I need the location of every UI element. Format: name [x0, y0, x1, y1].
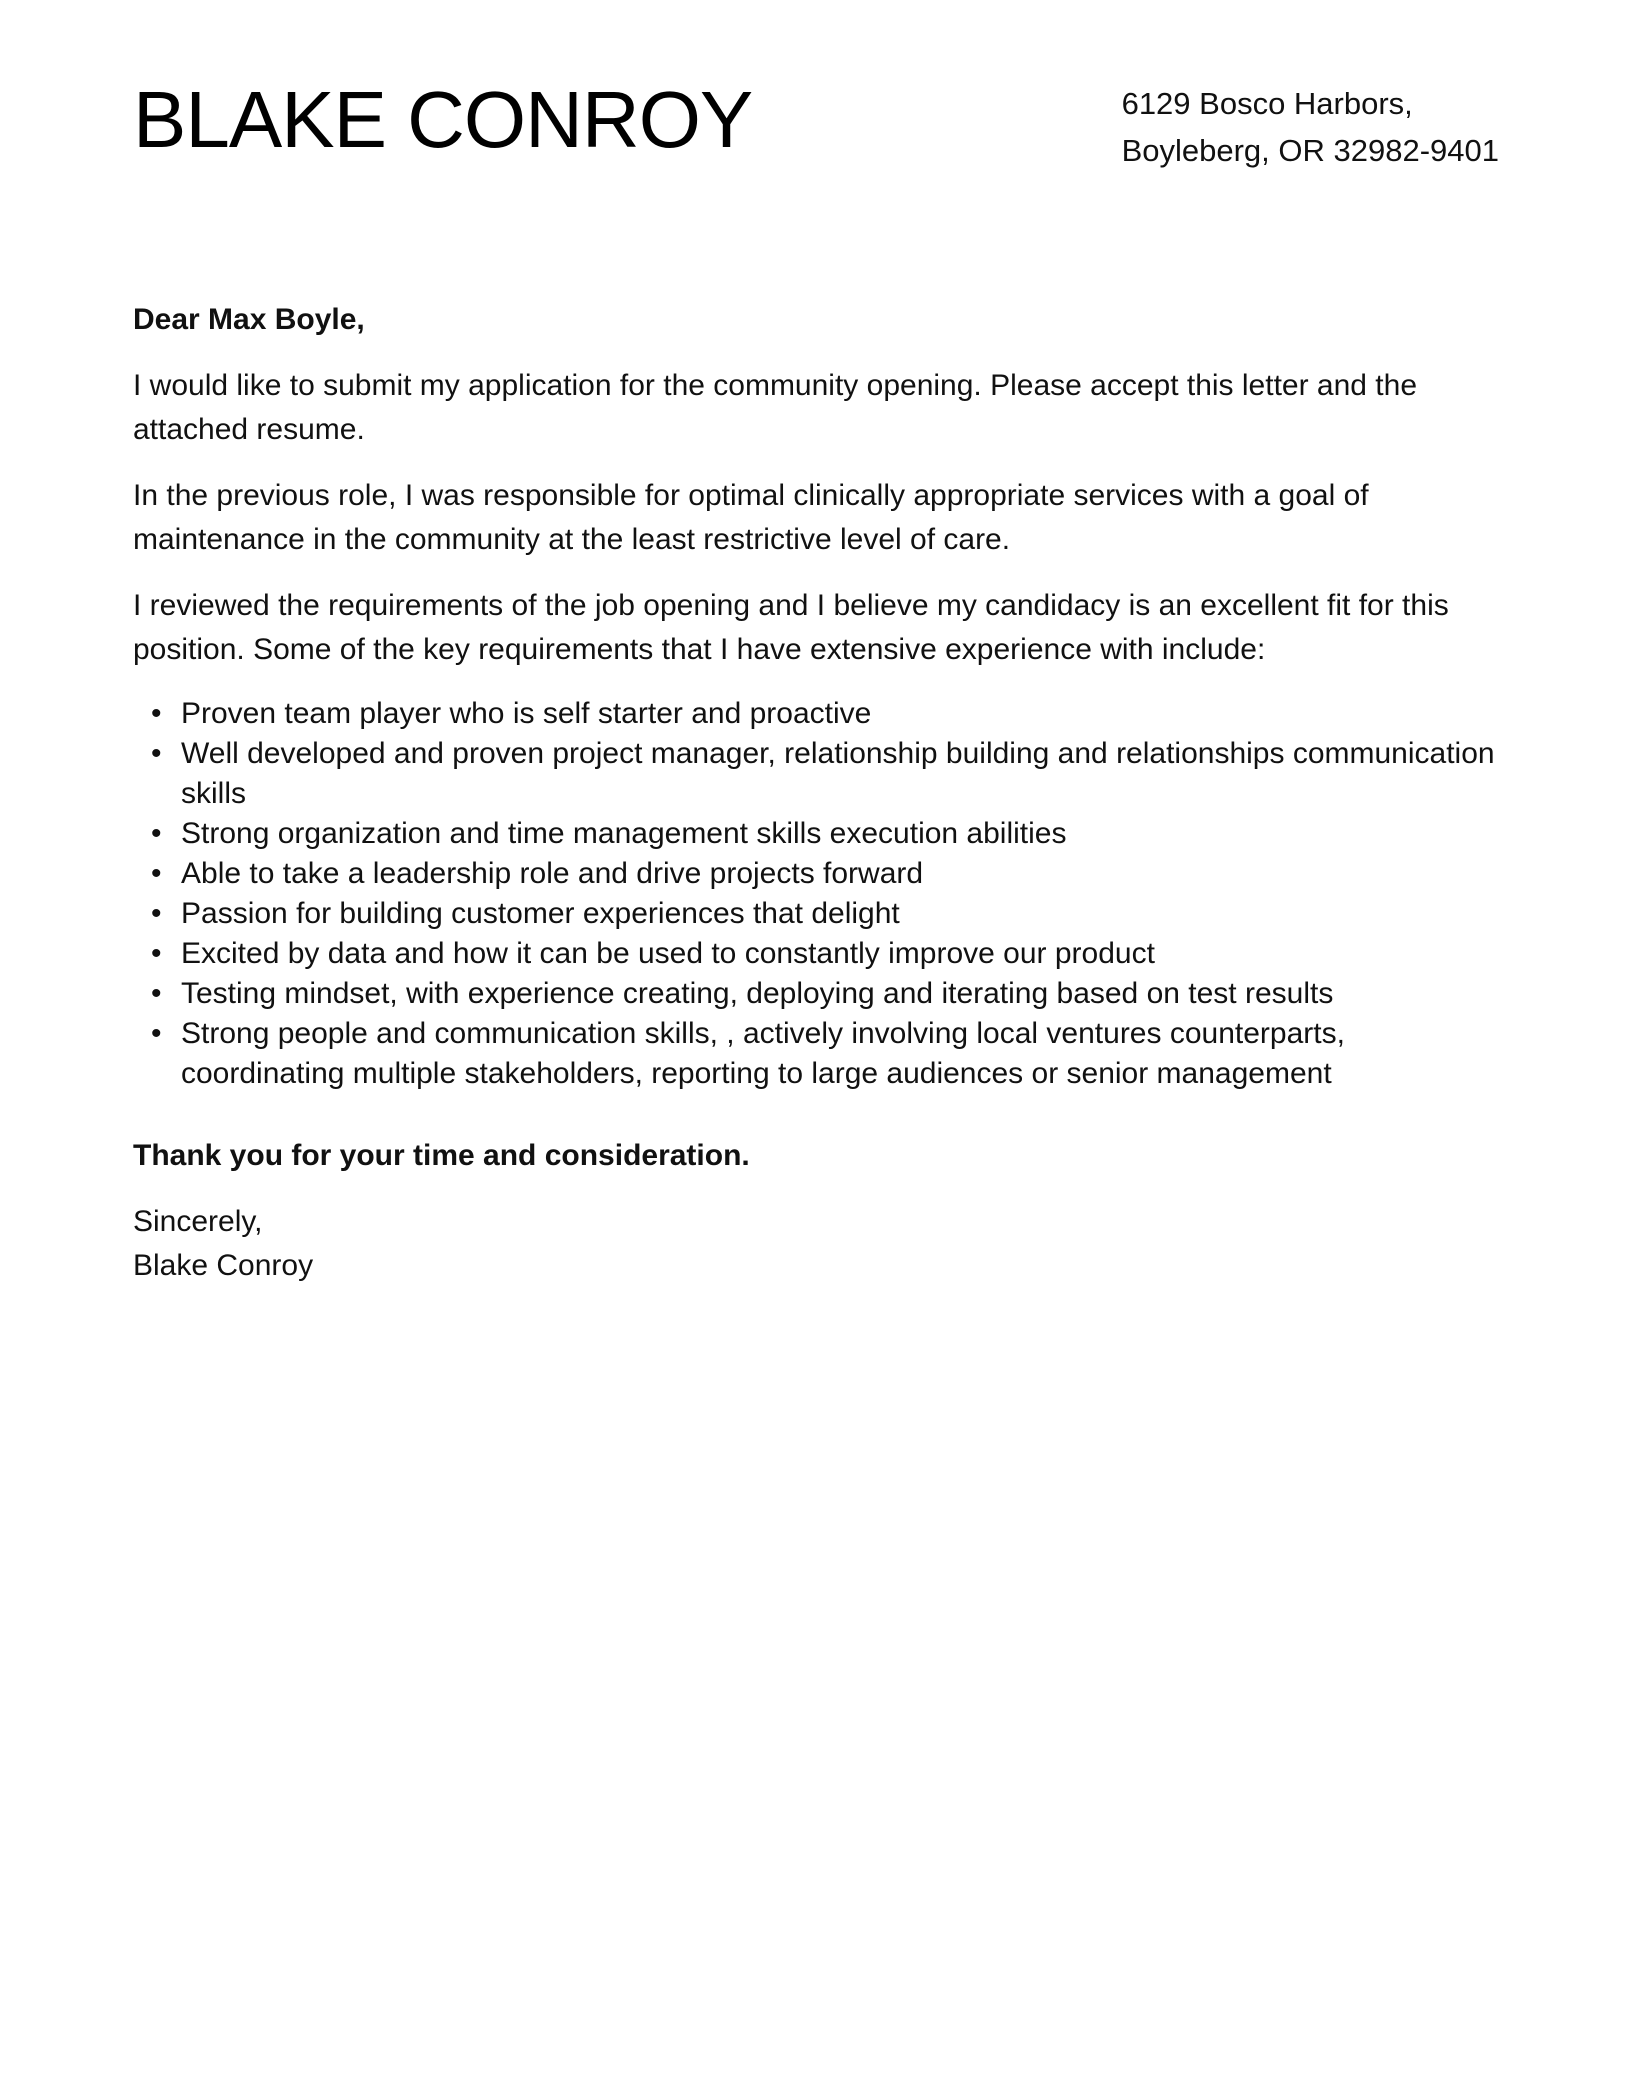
list-item-text: Strong organization and time management skills execution abilities	[181, 817, 1067, 850]
list-item	[151, 1014, 1499, 1094]
bullet-icon: •	[151, 897, 162, 930]
address-line-2: Boyleberg, OR 32982-9401	[1121, 133, 1499, 168]
bullet-icon: •	[151, 1017, 162, 1050]
address-line-1: 6129 Bosco Harbors,	[1121, 86, 1413, 121]
bullet-icon: •	[151, 817, 162, 850]
list-item	[151, 854, 1499, 894]
list-item	[151, 934, 1499, 974]
list-item-text: Proven team player who is self starter and proactive	[181, 697, 872, 730]
list-item-text: Passion for building customer experiences that delight	[181, 897, 900, 930]
letter-body	[133, 298, 1499, 1288]
list-item	[151, 974, 1499, 1014]
list-item	[151, 814, 1499, 854]
paragraph-requirements: I reviewed the requirements of the job opening and I believe my candidacy is an excellent fit for this position. Some of the key requirements that I have extensive experience with include:	[133, 589, 1449, 666]
list-item-text: Able to take a leadership role and drive projects forward	[181, 857, 924, 890]
bullet-icon: •	[151, 937, 162, 970]
list-item	[151, 894, 1499, 934]
qualifications-list	[133, 694, 1499, 1094]
applicant-name: BLAKE CONROY	[133, 75, 753, 164]
list-item	[151, 694, 1499, 734]
salutation: Dear Max Boyle,	[133, 303, 365, 336]
bullet-icon: •	[151, 697, 162, 730]
list-item-text: Well developed and proven project manager, relationship building and relationships communication skills	[181, 737, 1495, 810]
letter-header	[133, 70, 1499, 180]
bullet-icon: •	[151, 977, 162, 1010]
closing-block	[133, 1200, 1499, 1288]
applicant-address	[1122, 80, 1499, 174]
closing-word: Sincerely,	[133, 1205, 263, 1238]
thank-you-line: Thank you for your time and consideration.	[133, 1139, 750, 1172]
bullet-icon: •	[151, 857, 162, 890]
bullet-icon: •	[151, 737, 162, 770]
signature-name: Blake Conroy	[133, 1249, 314, 1282]
list-item-text: Testing mindset, with experience creating, deploying and iterating based on test results	[181, 977, 1334, 1010]
list-item-text: Strong people and communication skills, , actively involving local ventures counterparts, coordinating multiple stakeholders, reporting to large audiences or senior management	[181, 1017, 1345, 1090]
list-item	[151, 734, 1499, 814]
paragraph-intro: I would like to submit my application for the community opening. Please accept this letter and the attached resume.	[133, 369, 1418, 446]
paragraph-previous-role: In the previous role, I was responsible for optimal clinically appropriate services with a goal of maintenance in the community at the least restrictive level of care.	[133, 479, 1369, 556]
list-item-text: Excited by data and how it can be used to constantly improve our product	[181, 937, 1155, 970]
